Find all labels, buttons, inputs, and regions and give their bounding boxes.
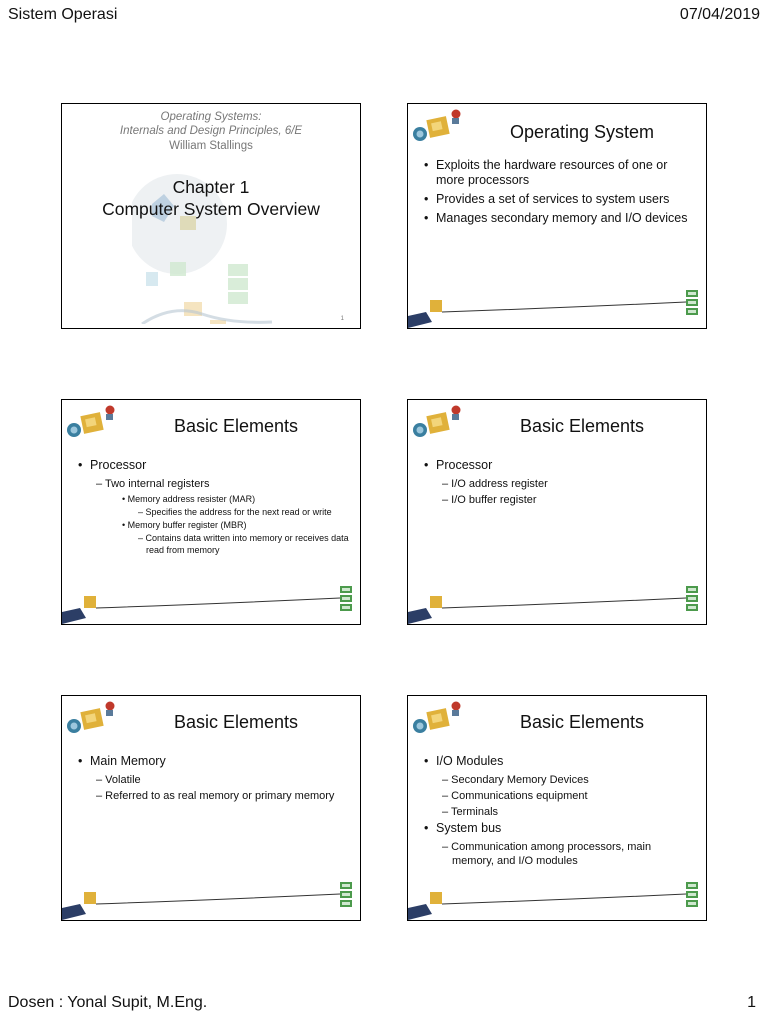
title-illustration xyxy=(132,144,282,324)
corner-clipart-icon xyxy=(408,104,468,164)
sub-bullet-item: – I/O address register xyxy=(442,478,548,490)
slide-heading: Basic Elements xyxy=(519,416,645,436)
sub-sub-bullet-item: • Memory address resister (MAR) xyxy=(122,494,256,504)
sub-bullet-item: – Two internal registers xyxy=(96,478,210,490)
corner-clipart-icon xyxy=(62,400,122,460)
page-footer xyxy=(8,994,760,1018)
bottom-clipart-icon xyxy=(62,880,360,920)
bullet-item: • Manages secondary memory and I/O devices xyxy=(422,211,696,226)
slide-basic-elements-io-modules xyxy=(407,695,707,921)
detail-bullet-item: – Contains data written into memory or receives data read from memory xyxy=(138,533,349,555)
slide-basic-elements-main-memory xyxy=(61,695,361,921)
bullet-item: • Processor xyxy=(422,458,696,473)
corner-clipart-icon xyxy=(408,696,468,756)
header-date: 07/04/2019 xyxy=(679,6,760,23)
slide-content xyxy=(76,754,350,805)
page-number: 1 xyxy=(747,994,756,1011)
slide-operating-system xyxy=(407,103,707,329)
bullet-item: • Processor xyxy=(76,458,350,473)
slide-title-chapter xyxy=(61,103,361,329)
bullet-item: • Provides a set of services to system users xyxy=(422,192,696,207)
slide-content xyxy=(76,458,350,557)
bullet-item: • System bus xyxy=(422,821,696,836)
sub-bullet-item: – Volatile xyxy=(96,774,141,786)
slide-heading: Basic Elements xyxy=(173,712,299,732)
sub-bullet-item: – Terminals xyxy=(442,806,499,818)
slide-basic-elements-processor-registers xyxy=(61,399,361,625)
sub-bullet-item: – Communications equipment xyxy=(442,790,588,802)
bottom-clipart-icon xyxy=(62,584,360,624)
slide-heading: Basic Elements xyxy=(519,712,645,732)
slide-number: 1 xyxy=(340,316,344,322)
detail-bullet-item: – Specifies the address for the next read or write xyxy=(138,507,332,517)
sub-bullet-item: – Referred to as real memory or primary memory xyxy=(96,790,335,802)
slide-content xyxy=(422,754,696,870)
lecturer-name: Dosen : Yonal Supit, M.Eng. xyxy=(8,994,208,1011)
bottom-clipart-icon xyxy=(408,288,706,328)
bottom-clipart-icon xyxy=(408,584,706,624)
slide-basic-elements-io-registers xyxy=(407,399,707,625)
bullet-item: • I/O Modules xyxy=(422,754,696,769)
slide-heading: Basic Elements xyxy=(173,416,299,436)
corner-clipart-icon xyxy=(62,696,122,756)
book-subtitle: Internals and Design Principles, 6/E xyxy=(119,125,303,137)
course-title: Sistem Operasi xyxy=(8,6,118,23)
bullet-item: • Exploits the hardware resources of one or more processors xyxy=(422,158,696,188)
sub-bullet-item: – Communication among processors, main memory, and I/O modules xyxy=(442,841,652,867)
corner-clipart-icon xyxy=(408,400,468,460)
slide-content xyxy=(422,158,696,230)
bullet-item: • Main Memory xyxy=(76,754,350,769)
chapter-number: Chapter 1 xyxy=(172,177,250,197)
slide-heading: Operating System xyxy=(509,122,655,142)
chapter-title: Computer System Overview xyxy=(102,199,320,219)
sub-bullet-item: – I/O buffer register xyxy=(442,494,537,506)
page-header xyxy=(8,6,760,30)
slide-content xyxy=(422,458,696,509)
book-title: Operating Systems: xyxy=(160,111,262,123)
sub-bullet-item: – Secondary Memory Devices xyxy=(442,774,589,786)
bottom-clipart-icon xyxy=(408,880,706,920)
author: William Stallings xyxy=(169,140,253,152)
sub-sub-bullet-item: • Memory buffer register (MBR) xyxy=(122,520,247,530)
